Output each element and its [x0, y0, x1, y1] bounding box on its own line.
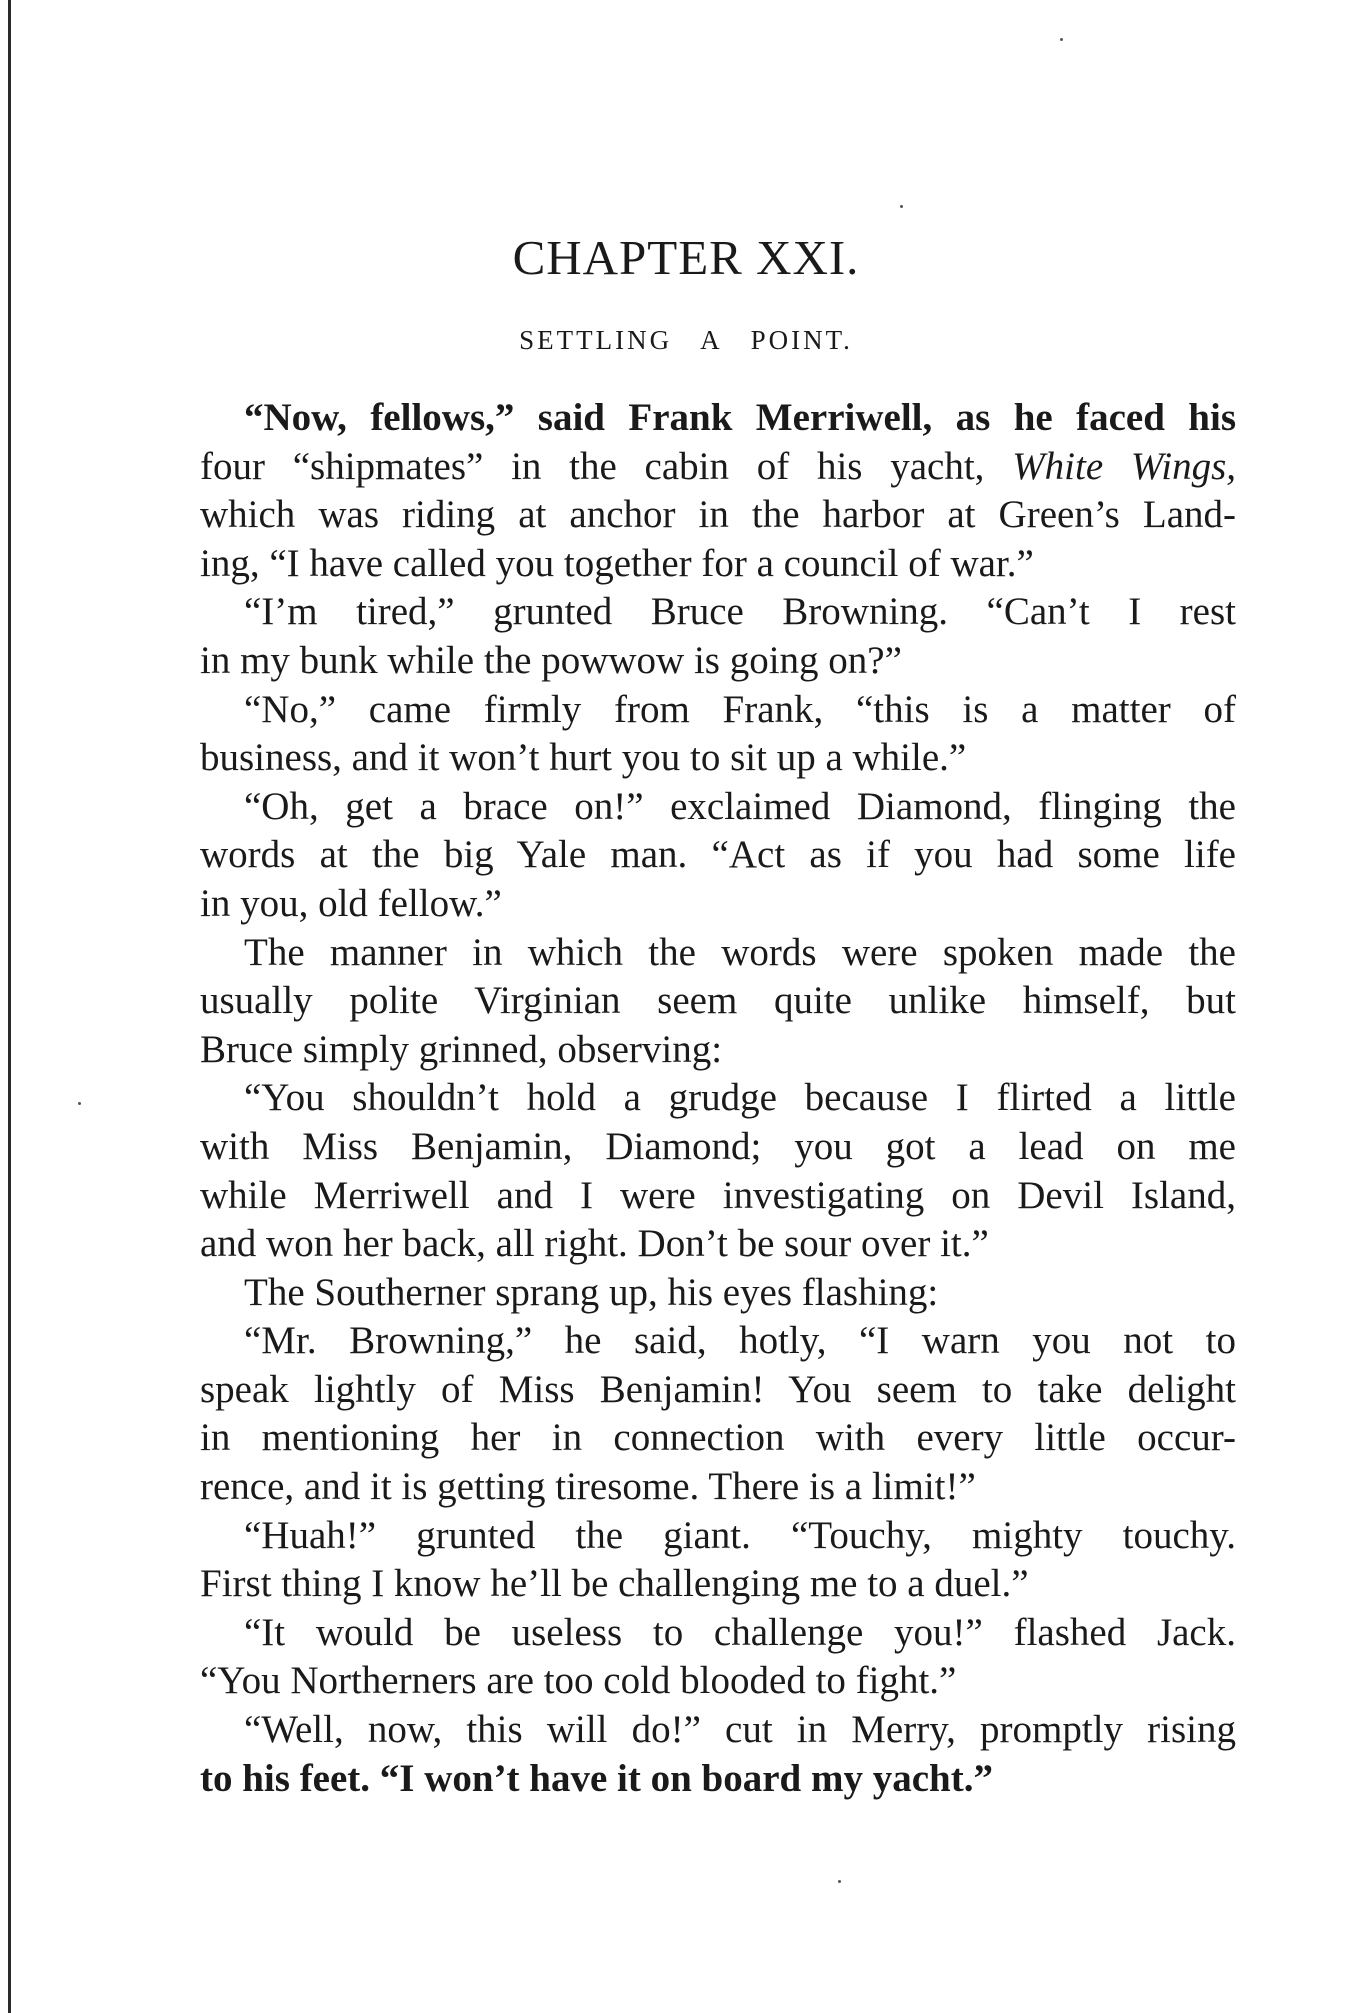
text-line: with Miss Benjamin, Diamond; you got a lead on me	[200, 1124, 1236, 1168]
ink-speck	[900, 205, 903, 208]
page-edge	[8, 0, 11, 2013]
text-line: which was riding at anchor in the harbor at Green’s Land-	[200, 493, 1236, 537]
text-line: in you, old fellow.”	[200, 881, 502, 925]
chapter-title: CHAPTER XXI.	[512, 230, 860, 285]
text-line: and won her back, all right. Don’t be sour over it.”	[200, 1222, 989, 1266]
text-line: “No,” came firmly from Frank, “this is a matter of	[244, 687, 1236, 731]
body-text	[200, 394, 1236, 1803]
text-line: four “shipmates” in the cabin of his yacht, White Wings,	[200, 444, 1236, 488]
text-line: The Southerner sprang up, his eyes flashing:	[244, 1270, 939, 1314]
text-line: “You Northerners are too cold blooded to fight.”	[200, 1659, 957, 1703]
text-line: “Mr. Browning,” he said, hotly, “I warn you not to	[244, 1319, 1236, 1363]
text-line: First thing I know he’ll be challenging me to a duel.”	[200, 1562, 1029, 1606]
text-line: Bruce simply grinned, observing:	[200, 1027, 723, 1071]
chapter-subtitle-word: A	[700, 325, 723, 355]
text-line: “Oh, get a brace on!” exclaimed Diamond, flinging the	[244, 784, 1236, 828]
text-line: in my bunk while the powwow is going on?”	[200, 638, 902, 682]
text-line: words at the big Yale man. “Act as if you had some life	[200, 833, 1236, 877]
text-line: speak lightly of Miss Benjamin! You seem to take delight	[200, 1367, 1236, 1411]
ink-speck	[1060, 38, 1063, 41]
text-line: to his feet. “I won’t have it on board my yacht.”	[200, 1756, 993, 1800]
text-line: business, and it won’t hurt you to sit up a while.”	[200, 736, 967, 780]
ink-speck	[78, 1102, 81, 1105]
text-line: “You shouldn’t hold a grudge because I flirted a little	[244, 1076, 1236, 1120]
text-line: ing, “I have called you together for a council of war.”	[200, 541, 1034, 585]
yacht-name: White Wings,	[1012, 444, 1236, 488]
text-line: while Merriwell and I were investigating on Devil Island,	[200, 1173, 1236, 1217]
text-line: rence, and it is getting tiresome. There is a limit!”	[200, 1465, 976, 1509]
text-line: usually polite Virginian seem quite unlike himself, but	[200, 979, 1236, 1023]
text-line: “Well, now, this will do!” cut in Merry, promptly rising	[244, 1708, 1236, 1752]
text-line: in mentioning her in connection with every little occur-	[200, 1416, 1236, 1460]
chapter-subtitle-word: SETTLING	[519, 325, 673, 355]
chapter-subtitle-word: POINT.	[750, 325, 853, 355]
text-line: “It would be useless to challenge you!” flashed Jack.	[244, 1610, 1236, 1654]
text-line: The manner in which the words were spoken made the	[244, 930, 1236, 974]
text-line: “I’m tired,” grunted Bruce Browning. “Can’t I rest	[244, 590, 1236, 634]
ink-speck	[838, 1880, 841, 1883]
text-line: “Huah!” grunted the giant. “Touchy, mighty touchy.	[244, 1513, 1236, 1557]
chapter-subtitle	[0, 322, 1372, 358]
text-line: “Now, fellows,” said Frank Merriwell, as he faced his	[244, 396, 1236, 439]
